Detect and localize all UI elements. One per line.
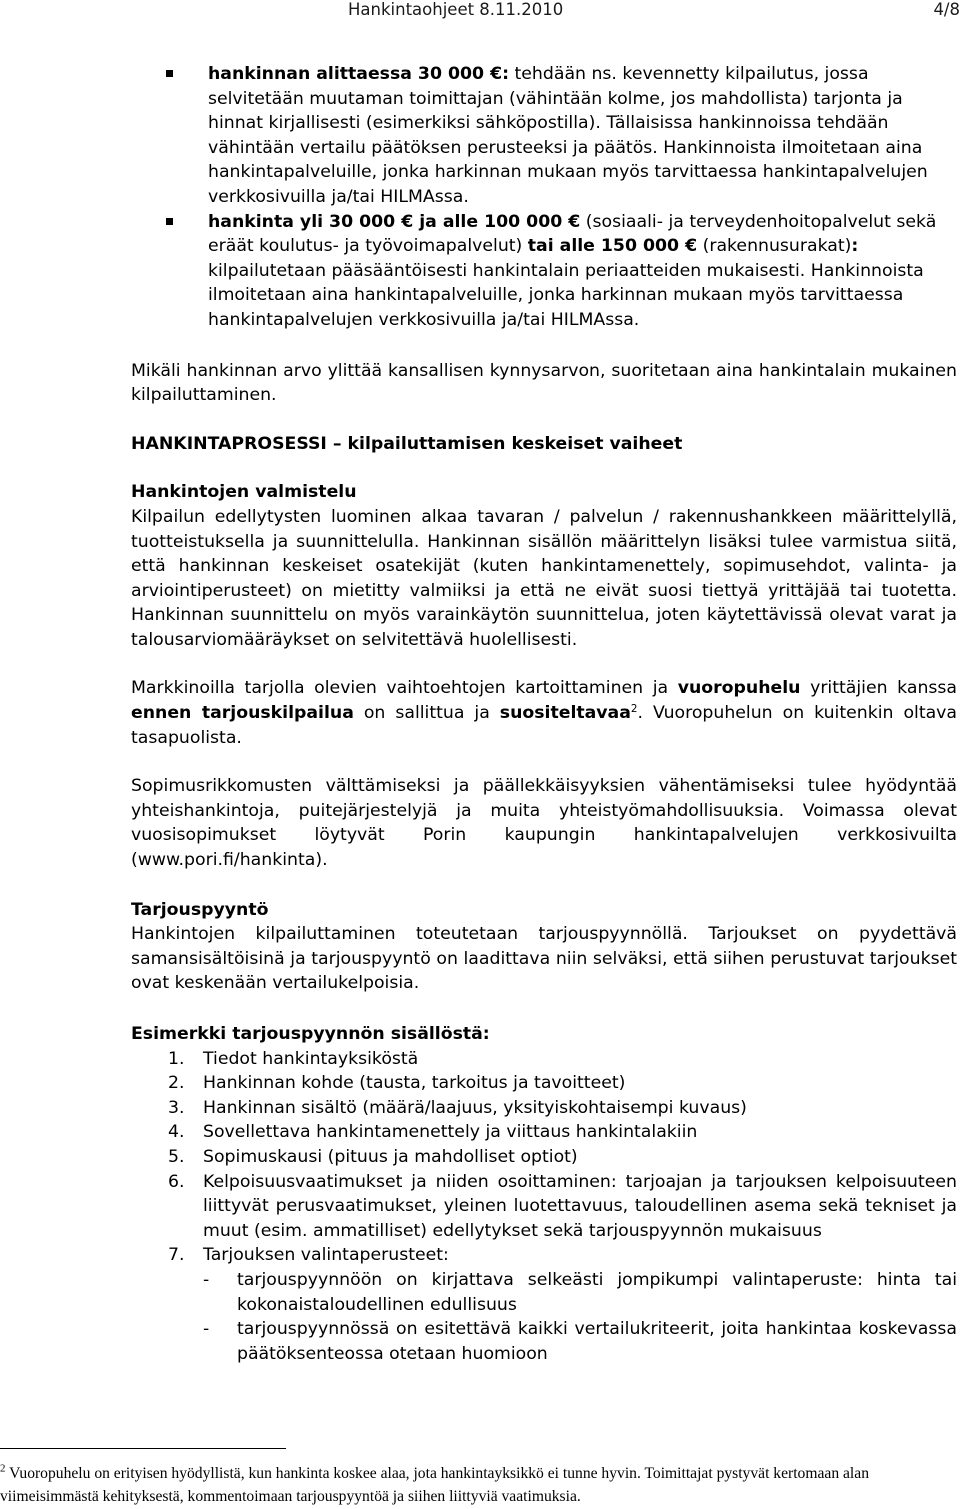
- item-text: Hankinnan sisältö (määrä/laajuus, yksityiskohtaisempi kuvaus): [203, 1097, 747, 1118]
- item-text: Sopimuskausi (pituus ja mahdolliset optiot): [203, 1146, 578, 1167]
- footnote: [0, 1462, 958, 1508]
- list-item: [131, 1071, 957, 1096]
- section-heading: HANKINTAPROSESSI – kilpailuttamisen keskeiset vaiheet: [131, 433, 683, 454]
- item-text: Kelpoisuusvaatimukset ja niiden osoittaminen: tarjoajan ja tarjouksen kelpoisuuteen liittyvät perusvaatimukset, yleinen luotettavuus, taloudellinen asema sekä tekniset ja muut (esim. ammatilliset) edellytykset sekä tarjouspyynnön mukaisuus: [203, 1171, 957, 1241]
- list-item: [131, 1243, 957, 1366]
- list-item: [203, 1317, 957, 1366]
- bullet-text: [208, 62, 957, 210]
- text-run: . Vuoropuhelun on kuitenkin oltava tasapuolista.: [131, 703, 958, 748]
- examples-heading: Esimerkki tarjouspyynnön sisällöstä:: [131, 1024, 490, 1044]
- list-item: [203, 1268, 957, 1317]
- footnote-number: 2: [0, 1462, 6, 1475]
- bullet-body: (rakennusurakat): [697, 236, 852, 257]
- document-title: Hankintaohjeet 8.11.2010: [348, 0, 564, 19]
- preparation-paragraph: Kilpailun edellytysten luominen alkaa tavaran / palvelun / rakennushankkeen määrittelyllä, tuotteistuksella ja suunnittelulla. Hankinnan sisällön määrittelyn lisäksi tulee varmistua siitä, että hankinnan keskeiset osatekijät (kuten hankintamenettely, sopimusehdot, valinta- ja arviointiperusteet) on mietitty valmiiksi ja että ne eivät suosi tiettyä yrittäjää tai tuotetta. Hankinnan suunnittelu on myös varainkäytön suunnittelua, joten käytettävissä olevat varat ja talousarviomääräykset on selvitettävä huolellisesti.: [131, 506, 957, 650]
- threshold-paragraph: Mikäli hankinnan arvo ylittää kansallisen kynnysarvon, suoritetaan aina hankintalain mukainen kilpailuttaminen.: [131, 360, 957, 406]
- item-number: 5.: [168, 1146, 185, 1167]
- bold-run: suositeltavaa: [499, 703, 631, 724]
- dialogue-paragraph: [131, 676, 957, 750]
- item-number: 6.: [168, 1171, 185, 1192]
- list-item: [131, 1170, 957, 1244]
- item-text: Tiedot hankintayksiköstä: [203, 1048, 419, 1069]
- rfq-paragraph: Hankintojen kilpailuttaminen toteutetaan tarjouspyynnöllä. Tarjoukset on pyydettävä samansisältöisinä ja tarjouspyyntö on laadittava niin selväksi, että siihen perustuvat tarjoukset ovat keskenään vertailukelpoisia.: [131, 924, 957, 994]
- bullet-text: [208, 210, 957, 333]
- item-number: 2.: [168, 1073, 185, 1094]
- bullet-bold-text: :: [851, 236, 859, 257]
- preparation-heading: Hankintojen valmistelu: [131, 482, 357, 503]
- examples-list: [131, 1047, 957, 1367]
- dash-bullet: -: [203, 1319, 210, 1340]
- text-run: on sallittua ja: [353, 703, 500, 724]
- threshold-bullet-list: [131, 62, 957, 333]
- item-text: Hankinnan kohde (tausta, tarkoitus ja tavoitteet): [203, 1073, 626, 1094]
- square-bullet-icon: [166, 218, 173, 225]
- contracts-paragraph: Sopimusrikkomusten välttämiseksi ja päällekkäisyyksien vähentämiseksi tulee hyödyntää yhteishankintoja, puitejärjestelyjä ja muita yhteistyömahdollisuuksia. Voimassa olevat vuosisopimukset löytyvät Porin kaupungin hankintapalvelujen verkkosivuilta (www.pori.fi/hankinta).: [131, 776, 957, 871]
- list-item: [131, 1096, 957, 1121]
- list-item: [131, 1047, 957, 1072]
- bold-run: ennen tarjouskilpailua: [131, 703, 354, 724]
- bullet-bold-text: tai alle 150 000 €: [527, 236, 698, 257]
- item-number: 3.: [168, 1097, 185, 1118]
- square-bullet-icon: [166, 70, 173, 77]
- rfq-heading: Tarjouspyyntö: [131, 899, 269, 920]
- bullet-body: tehdään ns. kevennetty kilpailutus, jossa selvitetään muutaman toimittajan (vähintään kolme, jos mahdollista) tarjonta ja hinnat kirjallisesti (esimerkiksi sähköpostilla). Tällaisissa hankinnoissa tehdään vähintään vertailu päätöksen perusteeksi ja päätös. Hankinnoista ilmoitetaan aina hankintapalveluille, jonka harkinnan mukaan myös tarvittaessa hankintapalvelujen verkkosivuilla ja/tai HILMAssa.: [208, 64, 928, 207]
- footnote-divider: [0, 1448, 286, 1449]
- bullet-body: kilpailutetaan pääsääntöisesti hankintalain periaatteiden mukaisesti. Hankinnoista ilmoitetaan aina hankintapalveluille, jonka harkinnan mukaan myös tarvittaessa hankintapalvelujen verkkosivuilla ja/tai HILMAssa.: [208, 260, 924, 330]
- dash-bullet: -: [203, 1269, 210, 1290]
- page-header: [348, 0, 960, 22]
- criteria-sublist: [203, 1268, 957, 1366]
- bullet-body: (sosiaali- ja terveydenhoitopalvelut sekä eräät koulutus- ja työvoimapalvelut): [208, 211, 937, 257]
- list-item: [131, 62, 957, 210]
- item-number: 1.: [168, 1048, 185, 1069]
- item-text: Tarjouksen valintaperusteet:: [203, 1245, 449, 1266]
- text-run: Markkinoilla tarjolla olevien vaihtoehtojen kartoittaminen ja: [131, 678, 678, 699]
- footnote-text: Vuoropuhelu on erityisen hyödyllistä, kun hankinta koskee alaa, jota hankintayksikkö ei tunne hyvin. Toimittajat pystyvät kertomaan alan viimeisimmästä kehityksestä, kommentoimaan tarjouspyyntöä ja siihen liittyviä vaatimuksia.: [0, 1465, 869, 1505]
- item-text: tarjouspyynnöön on kirjattava selkeästi jompikumpi valintaperuste: hinta tai kokonaistaloudellinen edullisuus: [237, 1269, 957, 1315]
- item-number: 4.: [168, 1122, 185, 1143]
- page-number: 4/8: [933, 0, 960, 19]
- bullet-bold-text: hankinta yli 30 000 € ja alle 100 000 €: [208, 211, 581, 232]
- text-run: yrittäjien kanssa: [800, 678, 957, 699]
- item-number: 7.: [168, 1245, 185, 1266]
- item-text: Sovellettava hankintamenettely ja viittaus hankintalakiin: [203, 1122, 698, 1143]
- bold-run: vuoropuhelu: [677, 678, 801, 699]
- footnote-reference: 2: [630, 702, 638, 715]
- list-item: [131, 210, 957, 333]
- page-content: [131, 62, 957, 1366]
- bullet-bold-text: hankinnan alittaessa 30 000 €:: [208, 64, 510, 84]
- list-item: [131, 1145, 957, 1170]
- item-text: tarjouspyynnössä on esitettävä kaikki vertailukriteerit, joita hankintaa koskevassa päätöksenteossa otetaan huomioon: [237, 1319, 957, 1364]
- list-item: [131, 1120, 957, 1145]
